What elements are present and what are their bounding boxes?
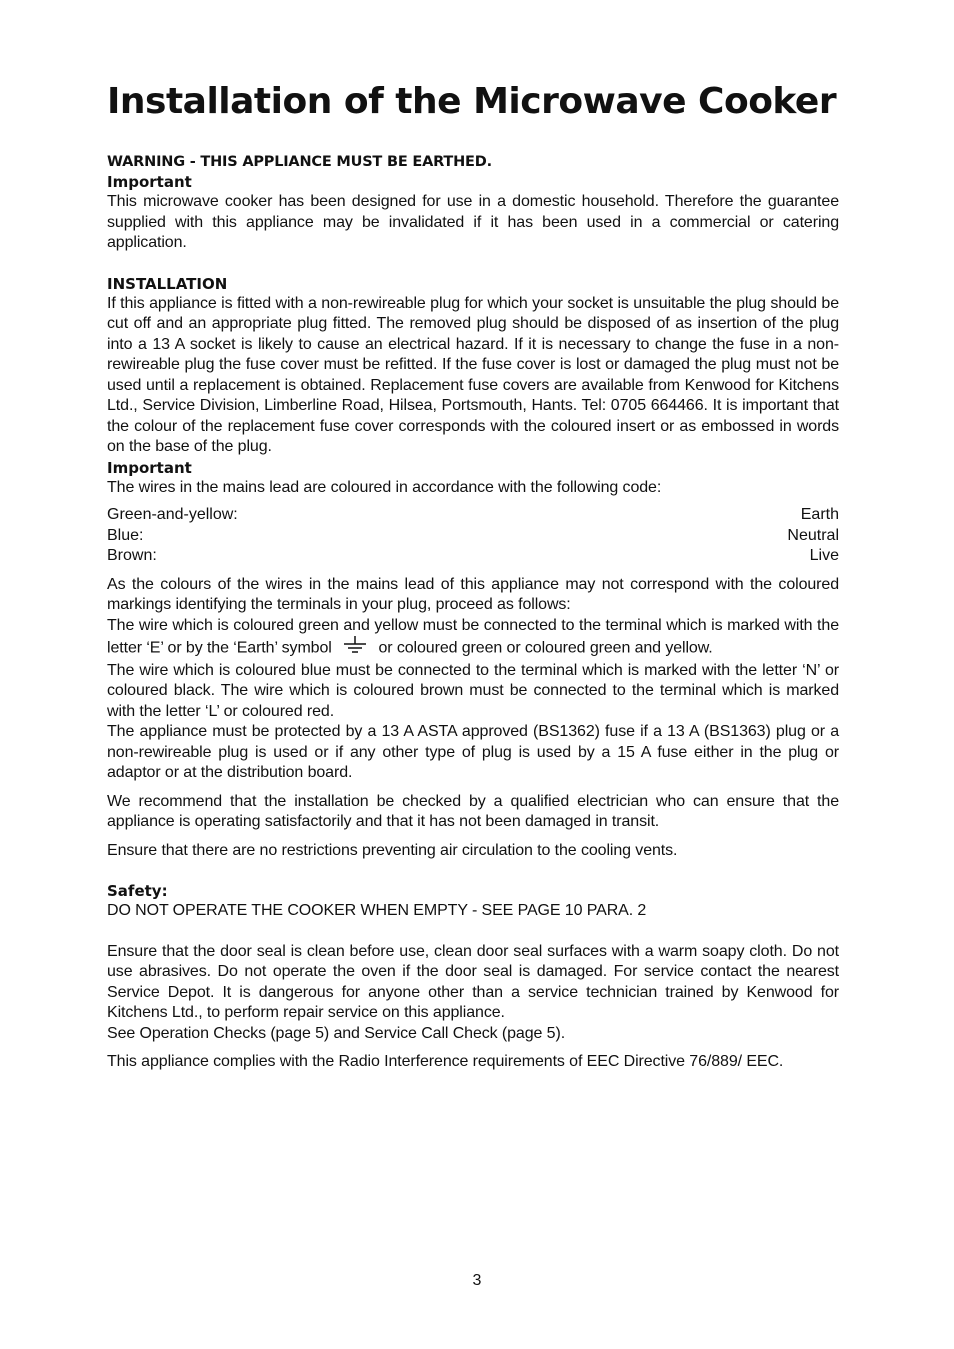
installation-paragraph: If this appliance is fitted with a non-rewireable plug for which your socket is unsuitable the plug should be cut off and an appropriate plug fitted. The removed plug should be disposed of as insertion of the plug into a 13 A socket is likely to cause an electrical hazard. If it is necessary to change the fuse in a non-rewireable plug the fuse cover must be refitted. If the fuse cover is lost or damaged the plug must not be used until a replacement is obtained. Replacement fuse covers are available from Kenwood for Kitchens Ltd., Service Division, Limberline Road, Hilsea, Portsmouth, Hants. Tel: 0705 664466. It is important that the colour of the replacement fuse cover corresponds with the coloured insert or as embossed in words on the base of the plug. [107, 294, 839, 455]
wire-function: Neutral [787, 526, 839, 544]
green-yellow-text-before: The wire which is coloured green and yellow must be connected to the terminal which is marked with the letter ‘E’ or by the ‘Earth’ symbol [107, 616, 839, 657]
vents-paragraph: Ensure that there are no restrictions preventing air circulation to the cooling vents. [107, 841, 678, 859]
fuse-paragraph: The appliance must be protected by a 13 A ASTA approved (BS1362) fuse if a 13 A (BS1363) plug or a non-rewireable plug is used or if any other type of plug is used by a 15 A fuse either in the plug or adaptor or at the distribution board. [107, 723, 839, 781]
wire-code-table [107, 505, 839, 567]
wire-colour: Brown: [107, 547, 157, 564]
wire-row [107, 546, 839, 567]
colours-paragraph: As the colours of the wires in the mains lead of this appliance may not correspond with the coloured markings identifying the terminals in your plug, proceed as follows: [107, 575, 839, 613]
domestic-use-paragraph: This microwave cooker has been designed for use in a domestic household. Therefore the guarantee supplied with this appliance may be invalidated if it has been used in a commercial or catering application. [107, 193, 839, 251]
wire-function: Live [809, 547, 839, 564]
blue-brown-paragraph: The wire which is coloured blue must be connected to the terminal which is marked with the letter ‘N’ or coloured black. The wire which is coloured brown must be connected to the terminal which is marked with the letter ‘L’ or coloured red. [107, 661, 839, 720]
earth-symbol-icon [342, 636, 368, 661]
wire-function: Earth [800, 506, 839, 523]
green-yellow-text-after: or coloured green or coloured green and yellow. [378, 639, 713, 657]
wire-colour: Green-and-yellow: [107, 506, 238, 523]
wire-code-intro: The wires in the mains lead are coloured in accordance with the following code: [107, 478, 662, 496]
green-yellow-paragraph [107, 616, 839, 661]
earthing-warning: WARNING - THIS APPLIANCE MUST BE EARTHED. [107, 154, 492, 170]
door-seal-paragraph: Ensure that the door seal is clean before use, clean door seal surfaces with a warm soapy cloth. Do not use abrasives. Do not operate the oven if the door seal is damaged. For service contact the nearest Service Depot. It is dangerous for anyone other than a service technician trained by Kenwood for Kitchens Ltd., to perform repair service on this appliance. [107, 942, 839, 1021]
wire-row [107, 526, 839, 547]
operation-checks-paragraph: See Operation Checks (page 5) and Service Call Check (page 5). [107, 1024, 566, 1042]
eec-paragraph: This appliance complies with the Radio Interference requirements of EEC Directive 76/889/ EEC. [107, 1053, 784, 1070]
wire-colour: Blue: [107, 526, 144, 544]
safety-warning: DO NOT OPERATE THE COOKER WHEN EMPTY - SEE PAGE 10 PARA. 2 [107, 902, 647, 919]
safety-heading: Safety: [107, 882, 168, 900]
wire-row [107, 505, 839, 526]
recommend-paragraph: We recommend that the installation be checked by a qualified electrician who can ensure that the appliance is operating satisfactorily and that it has not been damaged in transit. [107, 792, 839, 830]
page-title: Installation of the Microwave Cooker [107, 81, 837, 122]
page-content [107, 72, 839, 1073]
important-wires-heading: Important [107, 458, 192, 477]
page-number: 3 [472, 1272, 482, 1289]
installation-heading: INSTALLATION [107, 274, 228, 293]
important-heading: Important [107, 173, 192, 191]
